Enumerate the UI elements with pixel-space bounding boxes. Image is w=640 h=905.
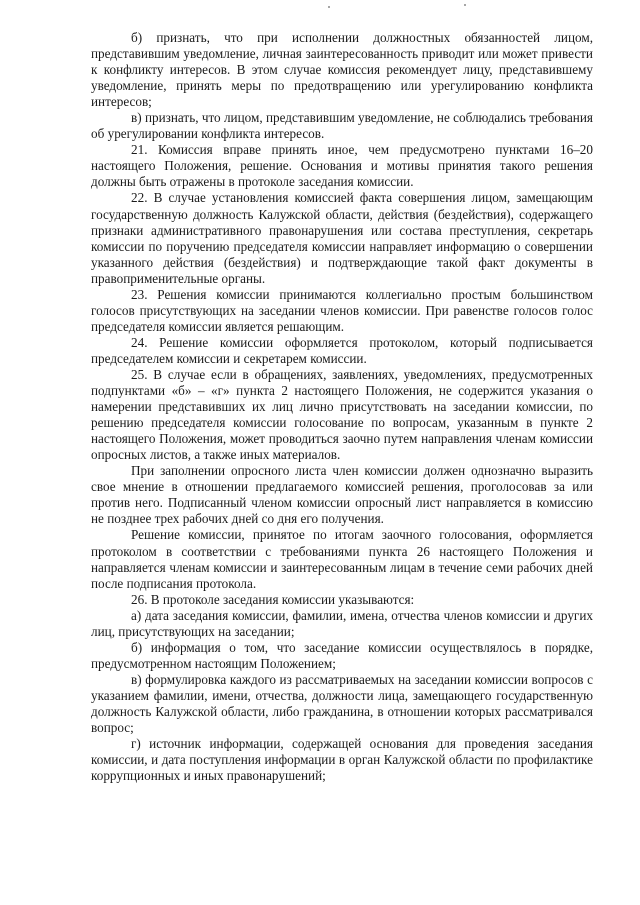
document-body	[91, 30, 593, 784]
scan-speck	[464, 4, 466, 6]
paragraph-24: 24. Решение комиссии оформляется протоколом, который подписывается председателем комиссии и секретарем комиссии.	[91, 334, 593, 366]
paragraph-22: 22. В случае установления комиссией факта совершения лицом, замещающим государственную должность Калужской области, действия (бездействия), содержащего признаки административного правонарушения или состава преступления, секретарь комиссии по поручению председателя комиссии направляет информацию о совершении указанного действия (бездействия) и подтверждающие такой факт документы в правоприменительные органы.	[91, 190, 593, 286]
paragraph-25: 25. В случае если в обращениях, заявлениях, уведомлениях, предусмотренных подпунктами «б» – «г» пункта 2 настоящего Положения, не содержится указания о намерении представивших их лиц лично присутствовать на заседании комиссии, по решению председателя комиссии голосование по вопросам, указанным в пункте 2 настоящего Положения, может проводиться заочно путем направления членам комиссии опросных листов, а также иных материалов.	[91, 366, 593, 463]
paragraph-26c: в) формулировка каждого из рассматриваемых на заседании комиссии вопросов с указанием фамилии, имени, отчества, должности лица, замещающего государственную должность Калужской области, либо гражданина, в отношении которых рассматривался вопрос;	[91, 671, 593, 736]
paragraph-25-absentee-decision: Решение комиссии, принятое по итогам заочного голосования, оформляется протоколом в соответствии с требованиями пункта 26 настоящего Положения и направляется членам комиссии и заинтересованным лицам в течение семи рабочих дней после подписания протокола.	[91, 527, 593, 591]
paragraph-26a: а) дата заседания комиссии, фамилии, имена, отчества членов комиссии и других лиц, присутствующих на заседании;	[91, 607, 593, 639]
paragraph-20b: б) признать, что при исполнении должностных обязанностей лицом, представившим уведомление, личная заинтересованность приводит или может привести к конфликту интересов. В этом случае комиссия рекомендует лицу, представившему уведомление, принять меры по предотвращению или урегулированию конфликта интересов;	[91, 30, 593, 110]
paragraph-21: 21. Комиссия вправе принять иное, чем предусмотрено пунктами 16–20 настоящего Положения, решение. Основания и мотивы принятия такого решения должны быть отражены в протоколе заседания комиссии.	[91, 142, 593, 190]
paragraph-20c: в) признать, что лицом, представившим уведомление, не соблюдались требования об урегулировании конфликта интересов.	[91, 110, 593, 142]
paragraph-26b: б) информация о том, что заседание комиссии осуществлялось в порядке, предусмотренном настоящим Положением;	[91, 639, 593, 671]
paragraph-25-questionnaire: При заполнении опросного листа член комиссии должен однозначно выразить свое мнение в отношении предлагаемого комиссией решения, проголосовав за или против него. Подписанный членом комиссии опросный лист направляется в комиссию не позднее трех рабочих дней со дня его получения.	[91, 463, 593, 527]
paragraph-26: 26. В протоколе заседания комиссии указываются:	[131, 591, 415, 607]
scan-speck	[328, 6, 330, 8]
paragraph-23: 23. Решения комиссии принимаются коллегиально простым большинством голосов присутствующих на заседании членов комиссии. При равенстве голосов голос председателя комиссии является решающим.	[91, 286, 593, 334]
paragraph-26d: г) источник информации, содержащей основания для проведения заседания комиссии, и дата поступления информации в орган Калужской области по профилактике коррупционных и иных правонарушений;	[91, 736, 593, 784]
